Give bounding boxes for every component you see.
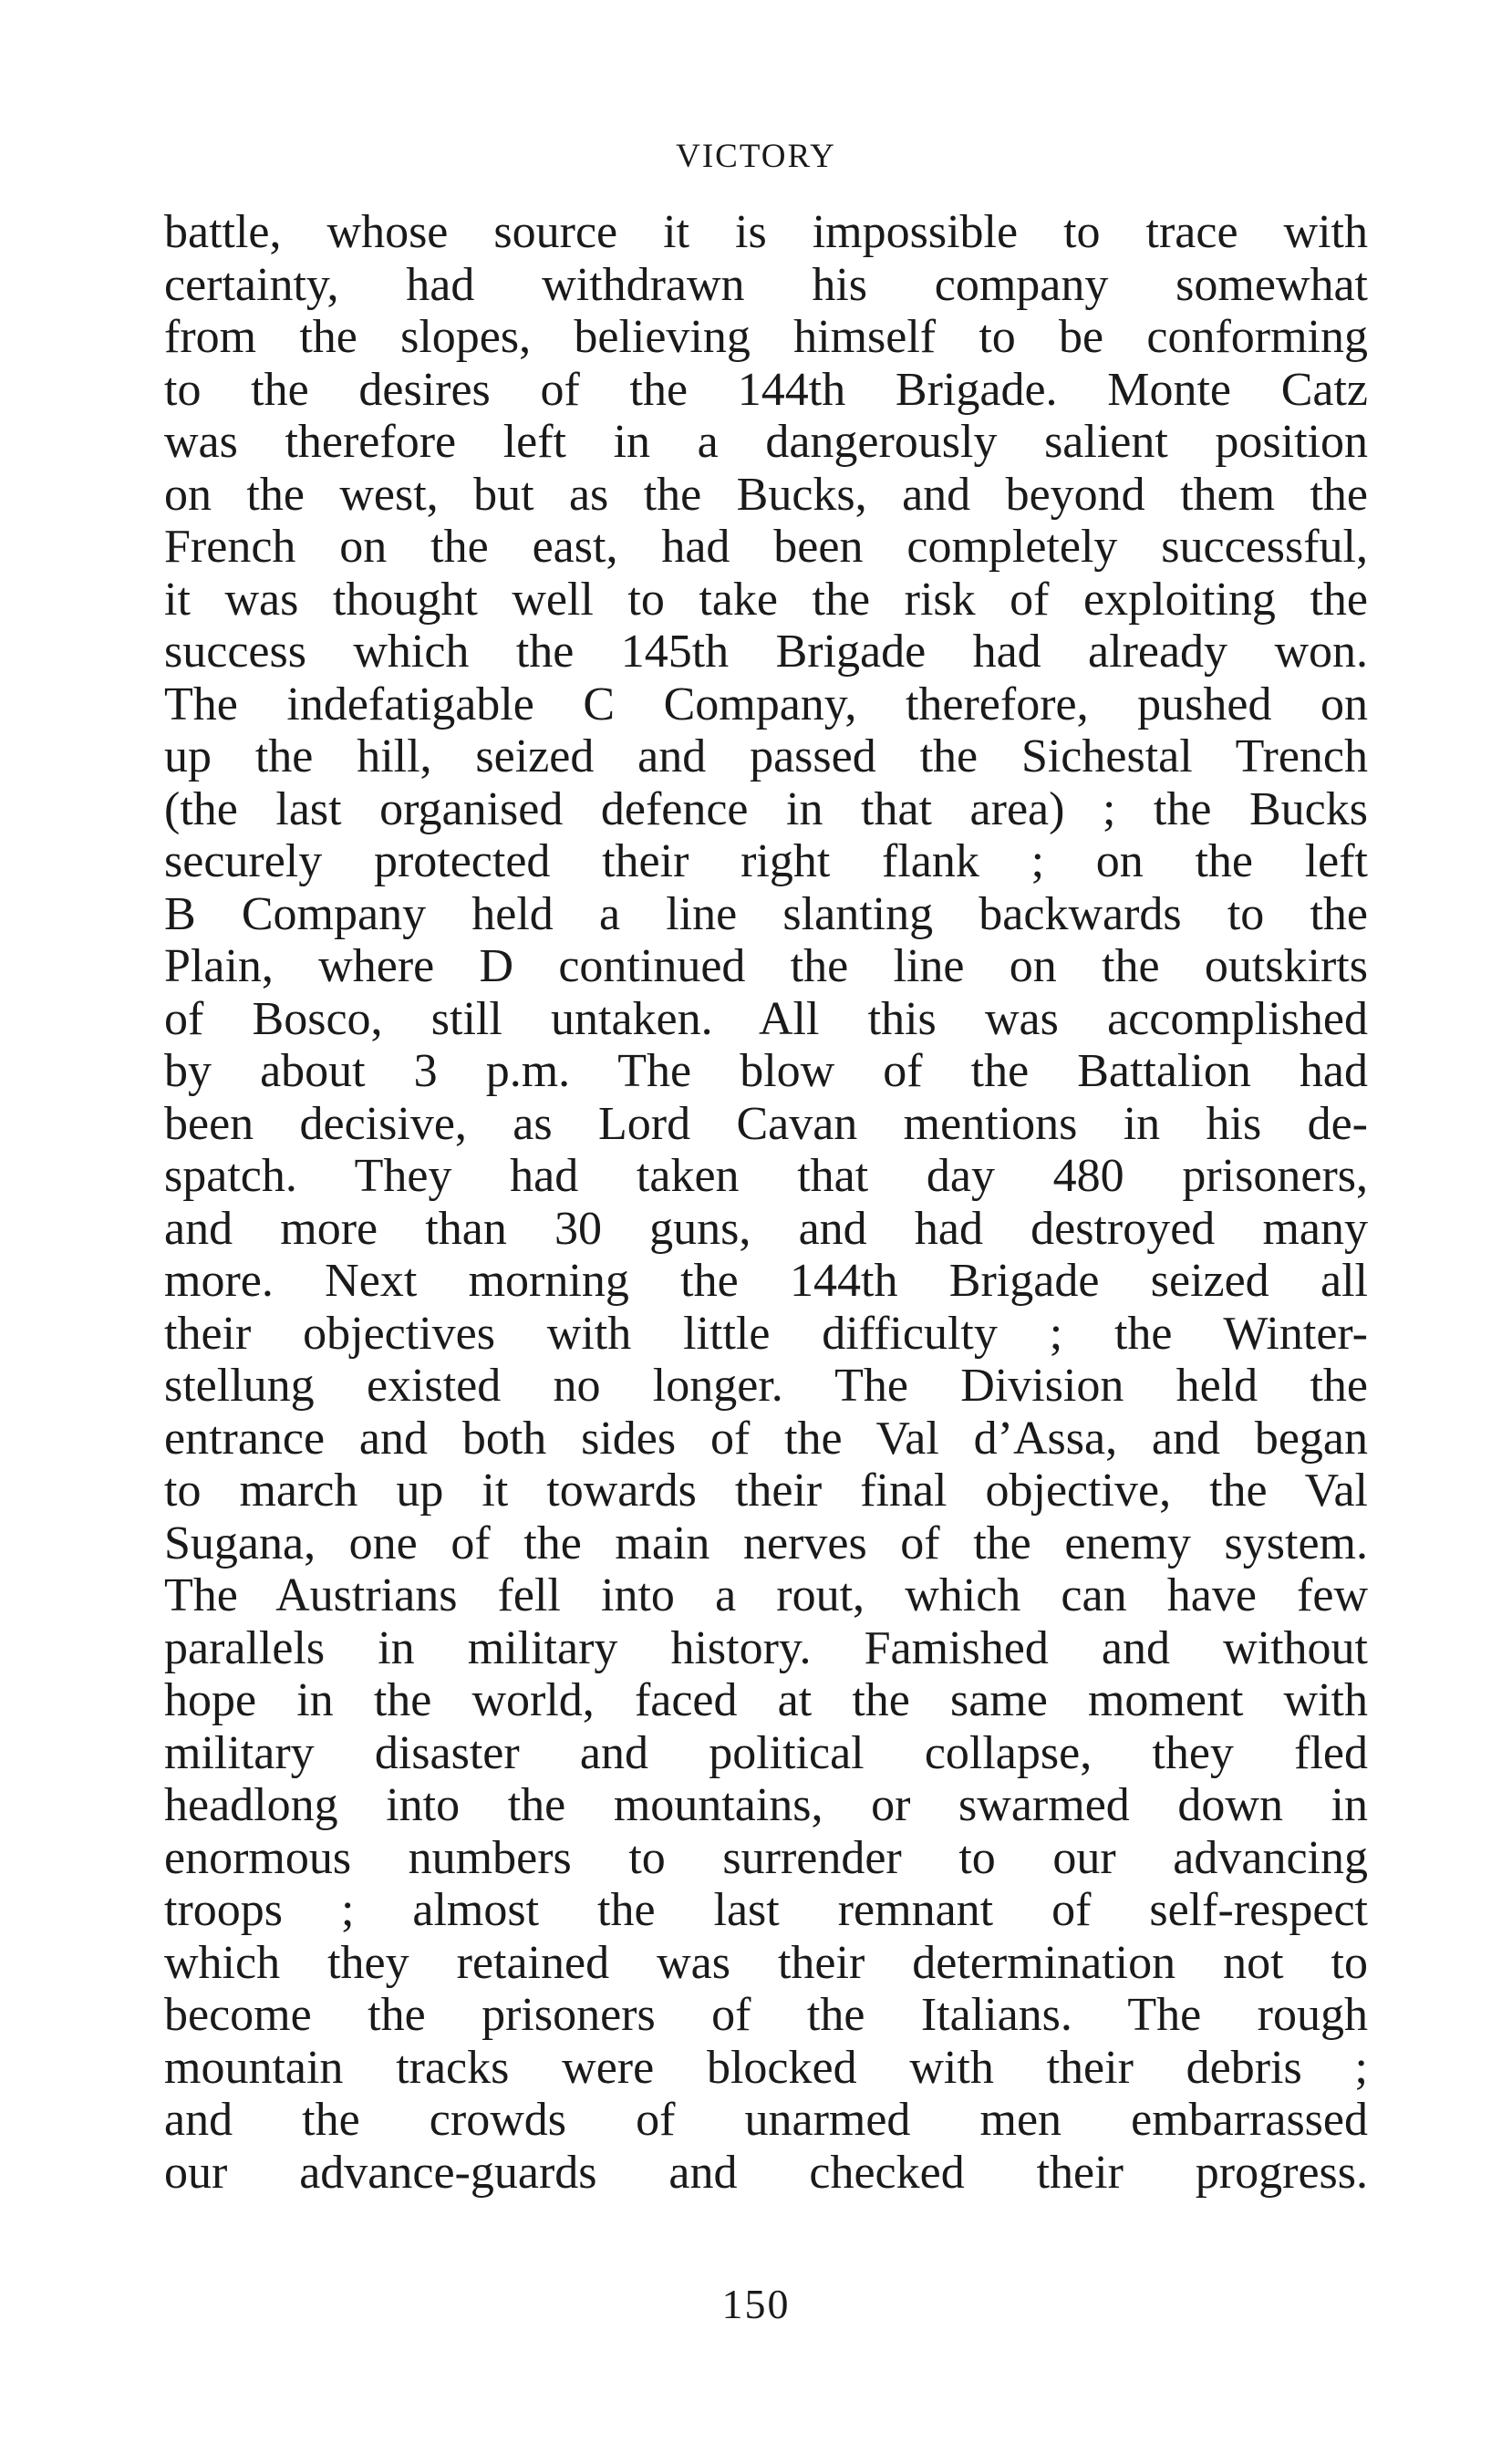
running-head: VICTORY [676,138,836,175]
text-line: B Company held a line slanting backwards to the [164,887,1368,940]
text-line: French on the east, had been completely successful, [164,521,1368,573]
text-line: to march up it towards their final objective, the Val [164,1465,1368,1517]
text-line: which they retained was their determination not to [164,1936,1368,1989]
text-line: troops ; almost the last remnant of self-respect [164,1884,1368,1936]
text-line: success which the 145th Brigade had already won. [164,626,1368,678]
text-line: headlong into the mountains, or swarmed down in [164,1779,1368,1831]
body-text [164,206,1368,2199]
text-line: Sugana, one of the main nerves of the enemy system. [164,1517,1368,1569]
text-line: been decisive, as Lord Cavan mentions in his de- [164,1097,1368,1150]
text-line: and the crowds of unarmed men embarrassed [164,2094,1368,2146]
page-number: 150 [721,2281,791,2327]
text-line: was therefore left in a dangerously salient position [164,416,1368,468]
text-line: more. Next morning the 144th Brigade seized all [164,1255,1368,1307]
text-line: by about 3 p.m. The blow of the Battalion had [164,1045,1368,1097]
text-line: stellung existed no longer. The Division held the [164,1360,1368,1412]
text-line: and more than 30 guns, and had destroyed many [164,1202,1368,1255]
text-line: it was thought well to take the risk of exploiting the [164,573,1368,626]
text-line: up the hill, seized and passed the Sichestal Trench [164,730,1368,782]
text-line: (the last organised defence in that area) ; the Bucks [164,782,1368,835]
text-line: from the slopes, believing himself to be conforming [164,311,1368,363]
text-line: to the desires of the 144th Brigade. Monte Catz [164,363,1368,416]
text-line: parallels in military history. Famished and without [164,1621,1368,1674]
text-line: Plain, where D continued the line on the outskirts [164,940,1368,992]
text-line: enormous numbers to surrender to our advancing [164,1831,1368,1884]
text-line: The indefatigable C Company, therefore, pushed on [164,678,1368,730]
text-line: mountain tracks were blocked with their debris ; [164,2041,1368,2094]
text-line: hope in the world, faced at the same moment with [164,1674,1368,1726]
text-line: battle, whose source it is impossible to trace with [164,206,1368,258]
text-line: military disaster and political collapse, they fled [164,1726,1368,1779]
text-line: of Bosco, still untaken. All this was accomplished [164,992,1368,1045]
text-line: on the west, but as the Bucks, and beyond them the [164,468,1368,521]
text-line: The Austrians fell into a rout, which can have few [164,1569,1368,1621]
text-line: our advance-guards and checked their progress. [164,2146,1368,2199]
text-line: spatch. They had taken that day 480 prisoners, [164,1150,1368,1202]
text-line: securely protected their right flank ; on the left [164,835,1368,887]
text-line: entrance and both sides of the Val d’Assa, and began [164,1412,1368,1465]
text-line: become the prisoners of the Italians. The rough [164,1989,1368,2041]
text-line: their objectives with little difficulty ; the Winter- [164,1307,1368,1360]
text-line: certainty, had withdrawn his company somewhat [164,258,1368,311]
